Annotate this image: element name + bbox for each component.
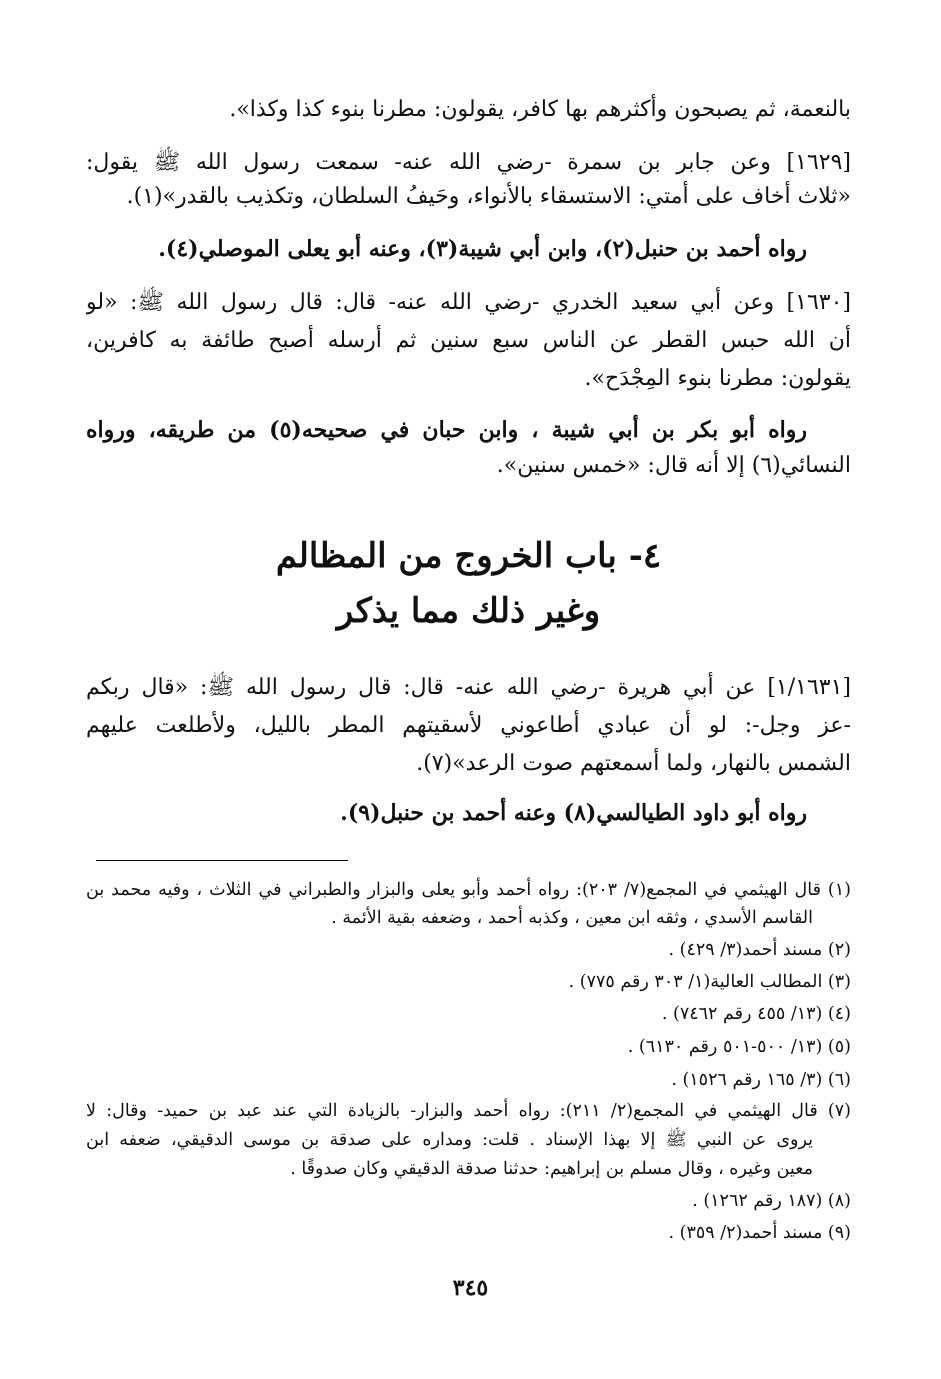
narration-line: رواه أحمد بن حنبل(٢)، وابن أبي شيبة(٣)، وعنه أبو يعلى الموصلي(٤). bbox=[158, 236, 807, 262]
footnote-5: (٥) (١٣/ ٥٠٠-٥٠١ رقم ٦١٣٠) . bbox=[627, 1037, 851, 1057]
hadith-1631-line: [١/١٦٣١] عن أبي هريرة -رضي الله عنه- قال: قال رسول الله ﷺ: «قال ربكم bbox=[86, 675, 851, 700]
text-line: «ثلاث أخاف على أمتي: الاستسقاء بالأنواء، وحَيفُ السلطان، وتكذيب بالقدر»(١). bbox=[126, 184, 851, 209]
narration-line: رواه أبو داود الطيالسي(٨) وعنه أحمد بن حنبل(٩). bbox=[340, 800, 807, 826]
text-line: بالنعمة، ثم يصبحون وأكثرهم بها كافر، يقولون: مطرنا بنوء كذا وكذا». bbox=[229, 97, 851, 122]
text-line: يقولون: مطرنا بنوء المِجْدَح». bbox=[584, 366, 851, 391]
footnote-2: (٢) مسند أحمد(٣/ ٤٢٩) . bbox=[668, 940, 851, 960]
text-line: -عز وجل-: لو أن عبادي أطاعوني لأسقيتهم المطر بالليل، ولأطلعت عليهم bbox=[86, 713, 851, 738]
footnote-1-cont: القاسم الأسدي ، وثقه ابن معين ، وكذبه أحمد ، وضعفه بقية الأئمة . bbox=[331, 908, 813, 928]
footnote-7-cont: معين وغيره ، وقال مسلم بن إبراهيم: حدثنا صدقة الدقيقي وكان صدوقًا . bbox=[290, 1159, 813, 1179]
text-line: الشمس بالنهار، ولما أسمعتهم صوت الرعد»(٧). bbox=[416, 751, 851, 776]
footnote-1: (١) قال الهيثمي في المجمع(٧/ ٢٠٣): رواه أحمد وأبو يعلى والبزار والطبراني في الثلاث ، وفيه محمد بن bbox=[86, 880, 851, 900]
chapter-heading-line-2: وغير ذلك مما يذكر bbox=[336, 591, 601, 631]
footnote-7: (٧) قال الهيثمي في المجمع(٢/ ٢١١): رواه أحمد والبزار- بالزيادة التي عند عبد بن حميد- وقال: لا bbox=[86, 1101, 851, 1121]
text-line: النسائي(٦) إلا أنه قال: «خمس سنين». bbox=[496, 453, 851, 478]
chapter-heading-line-1: ٤- باب الخروج من المظالم bbox=[275, 536, 662, 576]
footnote-9: (٩) مسند أحمد(٢/ ٣٥٩) . bbox=[668, 1223, 851, 1243]
footnote-6: (٦) (٣/ ١٦٥ رقم ١٥٢٦) . bbox=[671, 1070, 851, 1090]
footnote-8: (٨) (١٨٧ رقم ١٢٦٢) . bbox=[692, 1191, 851, 1211]
footnote-divider bbox=[96, 860, 348, 861]
footnote-4: (٤) (١٣/ ٤٥٥ رقم ٧٤٦٢) . bbox=[661, 1004, 851, 1024]
hadith-1629-line: [١٦٢٩] وعن جابر بن سمرة -رضي الله عنه- سمعت رسول الله ﷺ يقول: bbox=[86, 150, 851, 175]
page-number: ٣٤٥ bbox=[452, 1275, 489, 1301]
narration-line: رواه أبو بكر بن أبي شيبة ، وابن حبان في صحيحه(٥) من طريقه، ورواه bbox=[86, 417, 807, 443]
text-line: أن الله حبس القطر عن الناس سبع سنين ثم أرسله أصبح طائفة به كافرين، bbox=[86, 328, 851, 353]
footnote-3: (٣) المطالب العالية(١/ ٣٠٣ رقم ٧٧٥) . bbox=[568, 972, 851, 992]
footnote-7-cont: يروى عن النبي ﷺ إلا بهذا الإسناد . قلت: ومداره على صدقة بن موسى الدقيقي، ضعفه ابن bbox=[86, 1130, 813, 1150]
hadith-1630-line: [١٦٣٠] وعن أبي سعيد الخدري -رضي الله عنه- قال: قال رسول الله ﷺ: «لو bbox=[86, 290, 851, 315]
